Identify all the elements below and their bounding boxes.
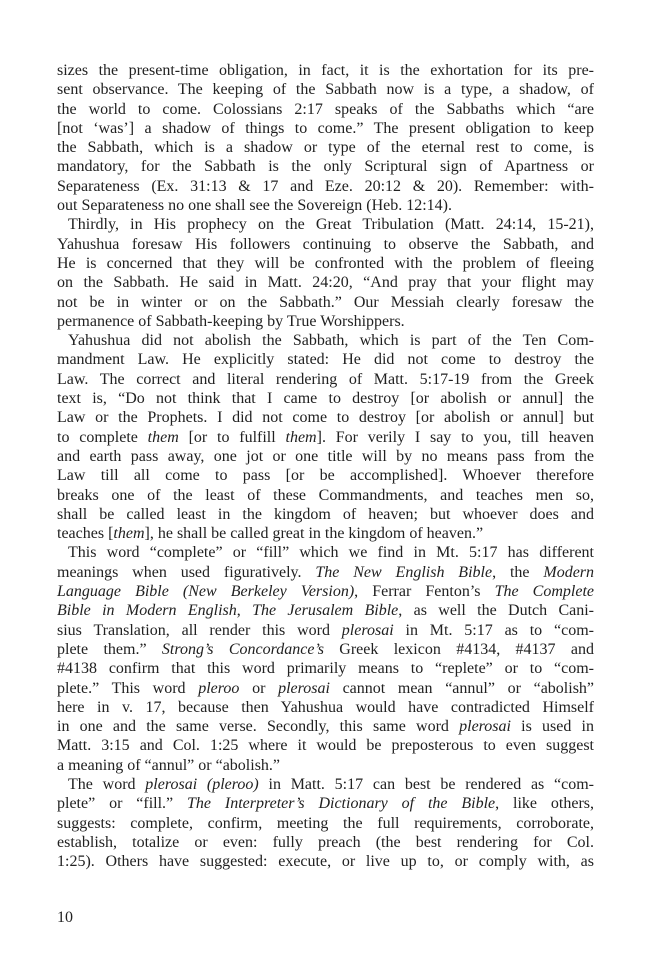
italic-text-run: plerosai (pleroo) bbox=[145, 775, 259, 793]
text-run: suggests: complete, confirm, meeting the full requirements, corroborate, bbox=[57, 814, 594, 832]
italic-text-run: Language Bible (New Berkeley Version) bbox=[57, 583, 355, 601]
italic-text-run: The Interpreter’s Dictionary of the Bible bbox=[187, 795, 496, 813]
text-run: meanings when used figuratively. bbox=[57, 563, 316, 581]
italic-text-run: Bible in Modern English bbox=[57, 602, 237, 620]
text-line bbox=[57, 350, 594, 369]
text-run: sizes the present-time obligation, in fact, it is the exhortation for its pre- bbox=[57, 62, 594, 79]
text-run: , as well the Dutch Cani- bbox=[398, 602, 594, 620]
text-run: mandatory, for the Sabbath is the only Scriptural sign of Apartness or bbox=[57, 158, 594, 176]
text-run: The word bbox=[68, 775, 146, 793]
text-line bbox=[57, 293, 594, 312]
text-line bbox=[57, 119, 594, 138]
text-line bbox=[57, 428, 594, 447]
italic-text-run: them bbox=[113, 525, 145, 543]
text-line bbox=[57, 756, 594, 775]
text-line bbox=[57, 447, 594, 466]
text-line bbox=[57, 601, 594, 620]
paragraph bbox=[57, 331, 594, 543]
italic-text-run: The Jerusalem Bible bbox=[252, 602, 399, 620]
text-run: plete.” This word bbox=[57, 679, 199, 697]
italic-text-run: Strong’s Concordance’s bbox=[161, 640, 324, 658]
text-run: breaks one of the least of these Commandments, and teaches men so, bbox=[57, 486, 594, 504]
text-run: is used in bbox=[510, 718, 594, 736]
text-line bbox=[57, 717, 594, 736]
text-line bbox=[57, 640, 594, 659]
paragraph bbox=[57, 543, 594, 775]
text-run: Thirdly, in His prophecy on the Great Tribulation (Matt. 24:14, 15-21), bbox=[68, 216, 594, 234]
paragraph bbox=[57, 775, 594, 871]
text-run: and earth pass away, one jot or one title will by no means pass from the bbox=[57, 447, 594, 465]
text-run: sent observance. The keeping of the Sabbath now is a type, a shadow, of bbox=[57, 81, 594, 99]
text-run: shall be called least in the kingdom of heaven; but whoever does and bbox=[57, 505, 594, 523]
text-run: Yahushua did not abolish the Sabbath, which is part of the Ten Com- bbox=[68, 332, 594, 350]
italic-text-run: The New English Bible bbox=[315, 563, 493, 581]
text-line bbox=[57, 852, 594, 871]
text-line bbox=[57, 736, 594, 755]
text-line bbox=[57, 157, 594, 176]
text-run: permanence of Sabbath-keeping by True Worshippers. bbox=[57, 312, 405, 330]
text-line bbox=[57, 466, 594, 485]
text-run: mandment Law. He explicitly stated: He did not come to destroy the bbox=[57, 351, 594, 369]
text-run: a meaning of “annul” or “abolish.” bbox=[57, 756, 281, 774]
italic-text-run: plerosai bbox=[459, 718, 511, 736]
text-run: , the bbox=[492, 563, 544, 581]
text-line bbox=[57, 235, 594, 254]
text-run: or bbox=[239, 679, 279, 697]
text-run: 1:25). Others have suggested: execute, or live up to, or comply with, as bbox=[57, 853, 594, 871]
text-line bbox=[57, 331, 594, 350]
text-run: This word “complete” or “fill” which we find in Mt. 5:17 has different bbox=[68, 544, 594, 562]
text-line bbox=[57, 679, 594, 698]
text-run: on the Sabbath. He said in Matt. 24:20, “And pray that your flight may bbox=[57, 274, 594, 292]
text-run: Law. The correct and literal rendering of Matt. 5:17-19 from the Greek bbox=[57, 370, 594, 388]
text-run: Yahushua foresaw His followers continuing to observe the Sabbath, and bbox=[57, 235, 594, 253]
text-run: ], he shall be called great in the kingdom of heaven.” bbox=[144, 525, 484, 543]
text-run: #4138 confirm that this word primarily means to “replete” or to “com- bbox=[57, 660, 594, 678]
text-run: Greek lexicon #4134, #4137 and bbox=[323, 640, 595, 658]
text-run: , bbox=[236, 602, 253, 620]
text-run: the Sabbath, which is a shadow or type of the eternal rest to come, is bbox=[57, 139, 594, 157]
text-line bbox=[57, 177, 594, 196]
text-line bbox=[57, 621, 594, 640]
italic-text-run: plerosai bbox=[341, 621, 394, 639]
italic-text-run: plerosai bbox=[278, 679, 330, 697]
text-line bbox=[57, 524, 594, 543]
text-line bbox=[57, 215, 594, 234]
text-run: Law till all come to pass [or be accomplished]. Whoever therefore bbox=[57, 467, 594, 485]
text-run: not be in winter or on the Sabbath.” Our Messiah clearly foresaw the bbox=[57, 293, 594, 311]
text-line bbox=[57, 254, 594, 273]
text-run: establish, totalize or even: fully preach (the best rendering for Col. bbox=[57, 833, 594, 851]
text-run: Matt. 3:15 and Col. 1:25 where it would be preposterous to even suggest bbox=[57, 737, 594, 755]
italic-text-run: them bbox=[285, 428, 317, 446]
text-line bbox=[57, 775, 594, 794]
text-run: cannot mean “annul” or “abolish” bbox=[329, 679, 595, 697]
text-line bbox=[57, 138, 594, 157]
text-line bbox=[57, 312, 594, 331]
text-line bbox=[57, 389, 594, 408]
text-line bbox=[57, 833, 594, 852]
text-run: [or to fulfill bbox=[178, 428, 286, 446]
text-run: in Matt. 5:17 can best be rendered as “com- bbox=[258, 775, 595, 793]
text-line bbox=[57, 563, 594, 582]
text-run: text is, “Do not think that I came to destroy [or abolish or annul] the bbox=[57, 390, 594, 408]
text-run: here in v. 17, because then Yahushua would have contradicted Himself bbox=[57, 698, 594, 716]
text-line bbox=[57, 408, 594, 427]
text-line bbox=[57, 543, 594, 562]
paragraph bbox=[57, 61, 594, 215]
text-run: the world to come. Colossians 2:17 speaks of the Sabbaths which “are bbox=[57, 100, 594, 118]
text-run: plete them.” bbox=[57, 640, 162, 658]
text-column bbox=[57, 61, 594, 871]
text-line bbox=[57, 698, 594, 717]
text-line bbox=[57, 814, 594, 833]
text-line bbox=[57, 273, 594, 292]
text-line bbox=[57, 505, 594, 524]
italic-text-run: Modern bbox=[543, 563, 595, 581]
text-line bbox=[57, 80, 594, 99]
text-run: Separateness (Ex. 31:13 & 17 and Eze. 20:12 & 20). Remember: with- bbox=[57, 177, 594, 195]
page-number: 10 bbox=[57, 909, 73, 926]
text-line bbox=[57, 582, 594, 601]
text-run: to complete bbox=[57, 428, 148, 446]
text-run: plete” or “fill.” bbox=[57, 795, 188, 813]
italic-text-run: them bbox=[147, 428, 179, 446]
italic-text-run: The Complete bbox=[494, 583, 594, 601]
text-run: in Mt. 5:17 as to “com- bbox=[393, 621, 595, 639]
text-run: teaches [ bbox=[57, 525, 114, 543]
text-run: [not ‘was’] a shadow of things to come.” The present obligation to keep bbox=[57, 119, 594, 137]
text-line bbox=[57, 794, 594, 813]
text-line bbox=[57, 196, 594, 215]
text-run: sius Translation, all render this word bbox=[57, 621, 342, 639]
text-line bbox=[57, 486, 594, 505]
text-line bbox=[57, 100, 594, 119]
paragraph bbox=[57, 215, 594, 331]
text-run: ]. For verily I say to you, till heaven bbox=[316, 428, 595, 446]
text-run: Law or the Prophets. I did not come to destroy [or abolish or annul] but bbox=[57, 409, 594, 427]
text-line bbox=[57, 659, 594, 678]
text-run: He is concerned that they will be confronted with the problem of fleeing bbox=[57, 254, 594, 272]
text-line bbox=[57, 61, 594, 80]
text-run: , Ferrar Fenton’s bbox=[354, 583, 495, 601]
text-run: in one and the same verse. Secondly, this same word bbox=[57, 718, 460, 736]
text-line bbox=[57, 370, 594, 389]
text-run: , like others, bbox=[495, 795, 594, 813]
italic-text-run: pleroo bbox=[198, 679, 240, 697]
text-run: out Separateness no one shall see the Sovereign (Heb. 12:14). bbox=[57, 197, 453, 215]
